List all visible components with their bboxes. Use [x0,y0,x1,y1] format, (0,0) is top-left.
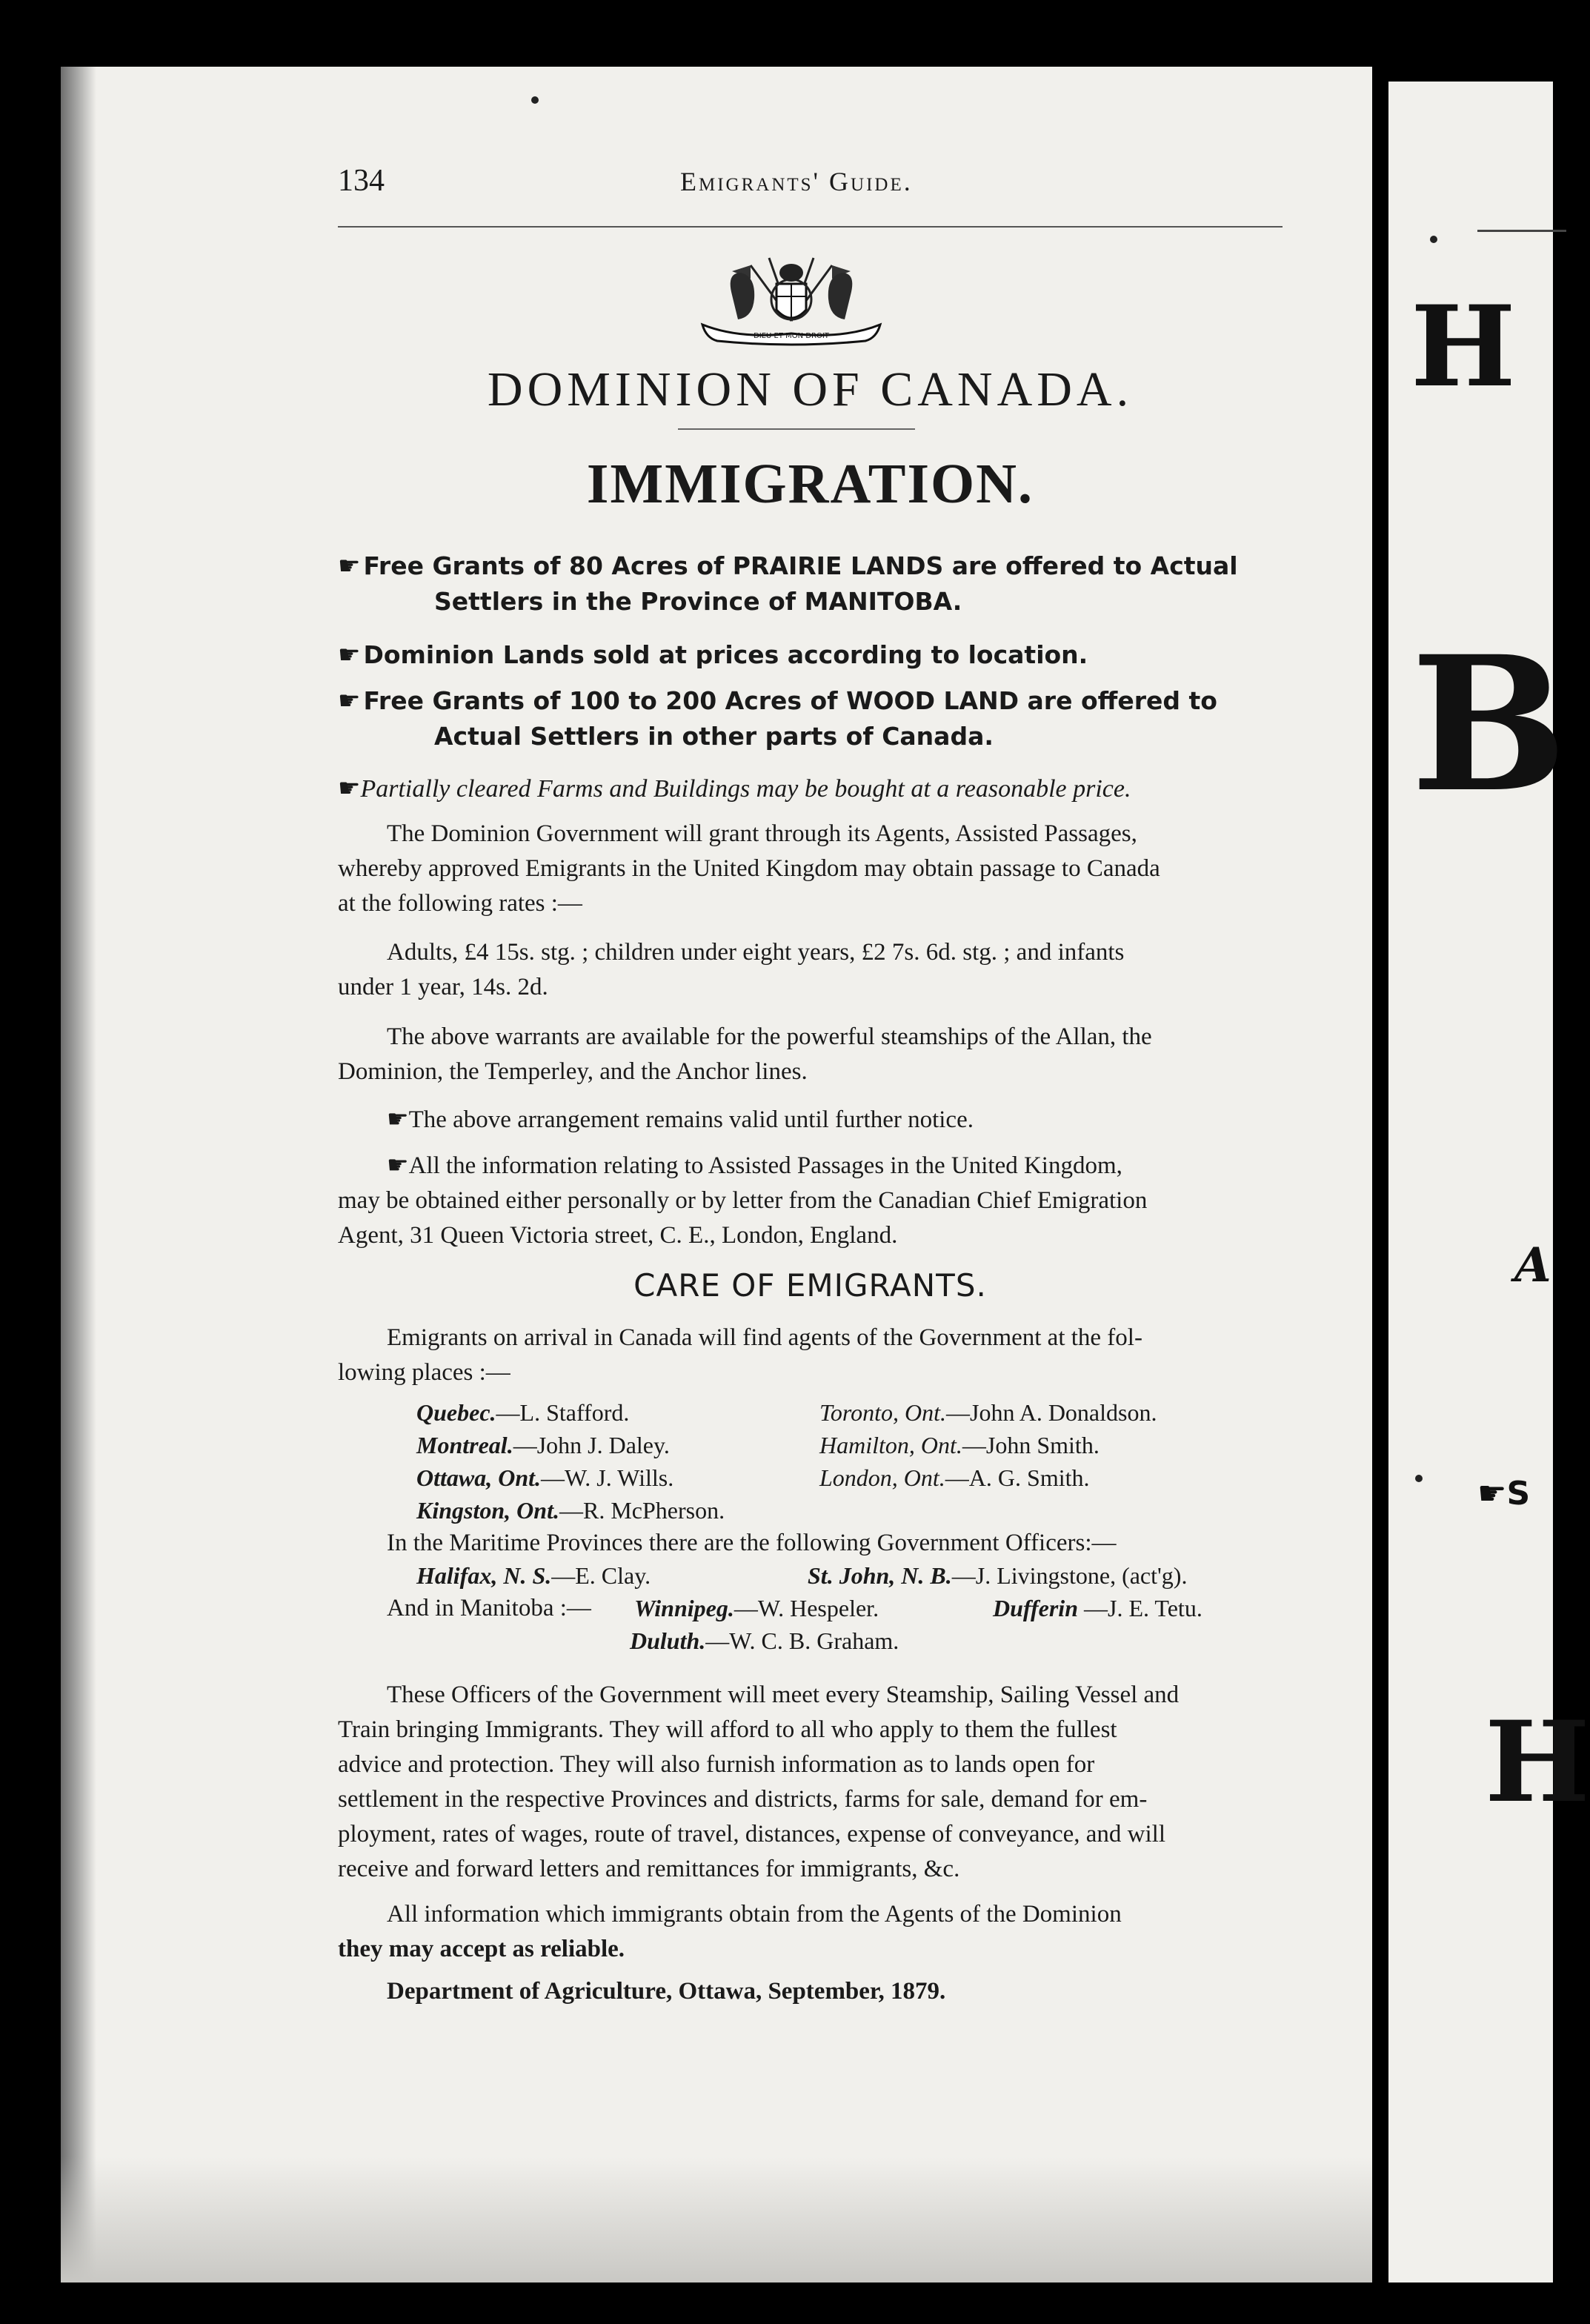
title-rule [678,428,915,430]
adjacent-page-fragment [1388,82,1590,2282]
officer-duluth: Duluth.—W. C. B. Graham. [630,1627,899,1654]
adjacent-rule [1477,230,1566,232]
page-title: DOMINION OF CANADA. [487,362,1134,416]
page-number: 134 [338,164,385,198]
section-title: IMMIGRATION. [586,453,1034,515]
paragraph-valid-notice: ☛The above arrangement remains valid until further notice. [387,1104,974,1133]
agent-kingston: Kingston, Ont.—R. McPherson. [416,1497,725,1524]
page-header [338,163,1279,208]
ink-dot [1430,236,1437,243]
adjacent-letter-s: ☛S [1477,1475,1531,1513]
ink-dot [1415,1475,1423,1482]
running-head: Emigrants' Guide. [680,167,913,196]
ink-dot [531,96,539,104]
notice-prairie-lands: ☛ Free Grants of 80 Acres of PRAIRIE LANDS are offered to Actual Settlers in the Province of MANITOBA. [338,551,1238,616]
subheading-care-of-emigrants: CARE OF EMIGRANTS. [633,1267,987,1304]
adjacent-letter-b: B [1411,615,1568,833]
manitoba-intro: And in Manitoba :— [387,1595,591,1621]
maritime-intro: In the Maritime Provinces there are the following Government Officers:— [387,1530,1117,1556]
notice-dominion-lands: ☛ Dominion Lands sold at prices according to location. [338,640,1088,670]
agent-quebec: Quebec.—L. Stafford. [416,1399,630,1426]
adjacent-letter-a: A [1514,1238,1551,1293]
signature-department: Department of Agriculture, Ottawa, September, 1879. [387,1978,946,2005]
notice-wood-land: ☛ Free Grants of 100 to 200 Acres of WOOD LAND are offered to Actual Settlers in other parts of Canada. [338,686,1217,751]
pointing-hand-icon: ☛ [338,551,361,581]
pointing-hand-icon: ☛ [387,1150,409,1179]
crest-motto: DIEU ET MON DROIT [754,332,829,340]
officer-halifax: Halifax, N. S.—E. Clay. [416,1562,651,1589]
paragraph-information: ☛All the information relating to Assisted Passages in the United Kingdom, may be obtained either personally or by letter from the Canadian Chief Emigration Agent, 31 Queen Victoria street, C. E., London, England. [338,1150,1148,1249]
agent-hamilton: Hamilton, Ont.—John Smith. [819,1432,1100,1458]
pointing-hand-icon: ☛ [387,1104,409,1133]
notice-partially-cleared-farms: ☛Partially cleared Farms and Buildings may be bought at a reasonable price. [338,774,1131,803]
paragraph-warrants: The above warrants are available for the powerful steamships of the Allan, the Dominion, the Temperley, and the Anchor lines. [338,1023,1152,1085]
paragraph-assisted-passages: The Dominion Government will grant through its Agents, Assisted Passages, whereby approved Emigrants in the United Kingdom may obtain passage to Canada at the following rates :— [338,820,1160,917]
agent-ottawa: Ottawa, Ont.—W. J. Wills. [416,1464,674,1491]
officer-st-john: St. John, N. B.—J. Livingstone, (act'g). [808,1562,1188,1589]
pointing-hand-icon: ☛ [338,640,361,670]
paragraph-officers: These Officers of the Government will meet every Steamship, Sailing Vessel and Train bringing Immigrants. They will afford to all who apply to them the fullest advice and protection. They will also furnish information as to lands open for settlement in the respective Provinces and districts, farms for sale, demand for em- ployment, rates of wages, route of travel, distances, expense of conveyance, and will receive and forward letters and remittances for immigrants, &c. [338,1681,1180,1882]
adjacent-letter-h: H [1411,282,1516,412]
officer-dufferin: Dufferin —J. E. Tetu. [993,1595,1203,1621]
royal-coat-of-arms-icon [680,250,902,347]
agent-london: London, Ont.—A. G. Smith. [819,1464,1090,1491]
paragraph-care-intro: Emigrants on arrival in Canada will find agents of the Government at the fol- lowing places :— [338,1324,1142,1386]
agent-toronto: Toronto, Ont.—John A. Donaldson. [819,1399,1157,1426]
agent-montreal: Montreal.—John J. Daley. [416,1432,670,1458]
officer-winnipeg: Winnipeg.—W. Hespeler. [634,1595,879,1621]
paragraph-reliable: All information which immigrants obtain from the Agents of the Dominion they may accept as reliable. [338,1901,1122,1962]
paragraph-rates: Adults, £4 15s. stg. ; children under eight years, £2 7s. 6d. stg. ; and infants under 1 year, 14s. 2d. [338,939,1125,1000]
adjacent-letter-h2: H [1485,1697,1590,1827]
pointing-hand-icon: ☛ [338,686,361,716]
header-rule [338,226,1283,228]
pointing-hand-icon: ☛ [338,774,361,803]
